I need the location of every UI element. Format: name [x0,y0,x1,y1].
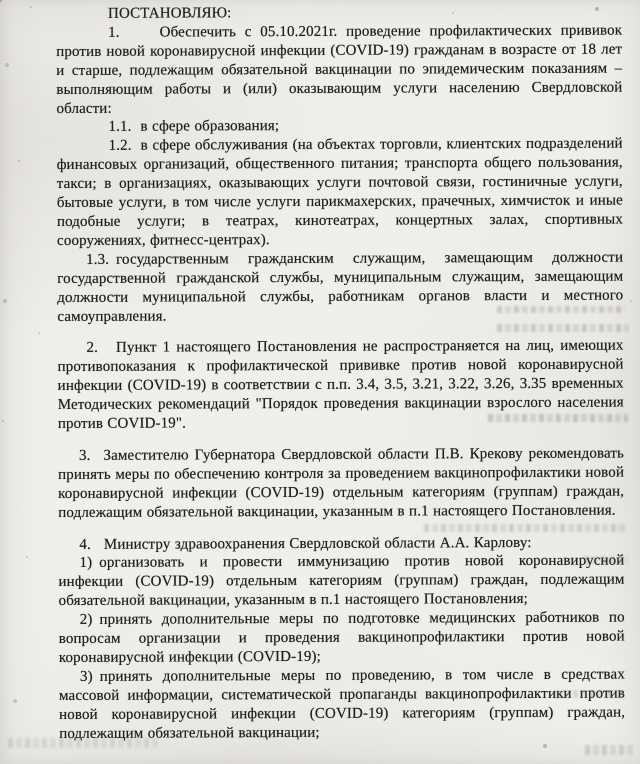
subparagraph-1-3-text: государственным гражданским служащим, замещающим должности государственной гражданской службы, муниципальным служащим, замещающим должности муниципальной службы, работникам органов власти и местного самоуправления. [57,249,624,325]
decree-heading-text: ПОСТАНОВЛЯЮ: [108,5,232,22]
tab-space [90,459,103,460]
subparagraph-1-1-text: в сфере образования; [140,118,280,136]
paragraph-3-text: Заместителю Губернатора Свердловской области П.В. Крекову рекомендовать принять меры по обеспечению контроля за проведением вакцинопрофилактики новой коронавирусной инфекции (COVID-19) отдельным категориям (группам) граждан, подлежащим обязательной вакцинации, указанным в п.1 настоящего Постановления. [58,445,625,521]
tab-space [92,566,99,567]
tab-space [132,149,141,150]
subitem-4-2 [59,609,625,668]
paragraph-3 [58,444,624,522]
subparagraph-1-1 [56,116,622,137]
document-text-block [56,3,625,744]
tab-space [120,35,160,36]
subitem-4-1-text: организовать и провести иммунизацию против новой коронавирусной инфекции (COVID-19) отдельным категориям (группам) граждан, подлежащим обязательной вакцинации, указанным в п.1 настоящего Постановления; [58,552,625,610]
tab-space [92,623,99,624]
item-number-4: 4. [79,536,91,553]
paragraph-4-text: Министру здравоохранения Свердловской области А.А. Карлову: [103,534,532,553]
decree-heading [56,3,622,24]
tab-space [91,547,104,548]
item-number-1: 1. [108,24,120,41]
tab-space [98,351,116,352]
paragraph-4 [58,533,624,554]
item-number-1-2: 1.2. [108,138,132,155]
subitem-4-1 [58,552,624,611]
paragraph-2 [57,337,623,434]
tab-space [93,680,100,681]
subparagraph-1-2 [57,135,623,251]
item-number-1-1: 1.1. [108,119,132,136]
subitem-4-2-text: принять дополнительные меры по подготовке медицинских работников по вопросам организации и проведения вакцинопрофилактики против новой коронавирусной инфекции (COVID-19); [58,609,625,666]
scan-speckles [0,0,2,2]
subitem-4-3 [59,665,625,743]
paragraph-1 [56,21,622,118]
item-number-3: 3. [78,447,91,464]
subitem-4-3-text: принять дополнительные меры по проведению, в том числе в средствах массовой информации, систематической пропаганды вакцинопрофилактики против новой коронавирусной инфекции (COVID-19) категориям (группам) граждан, подлежащим обязательной вакцинации; [58,666,626,742]
paragraph-2-text: Пункт 1 настоящего Постановления не распространяется на лиц, имеющих противопоказания к профилактической прививке против новой коронавирусной инфекции (COVID-19) в соответствии с п.п. 3.4, 3.5, 3.21, 3.22, 3.26, 3.35 временных Методических рекомендаций "Порядок проведения вакцинации взрослого населения против COVID-19". [57,337,624,433]
item-number-4-3: 3) [79,668,93,685]
subparagraph-1-2-text: в сфере обслуживания (на объектах торговли, клиентских подразделений финансовых организаций, общественного питания; транспорта общего пользования, такси; в организациях, оказывающих услуги почтовой связи, гостиничные услуги, бытовые услуги, в том числе услуги парикмахерских, прачечных, химчисток и иные подобные услуги; в театрах, кинотеатрах, концертных залах, спортивных сооружениях, фитнесс-центрах). [56,135,623,249]
tab-space [109,263,116,264]
item-number-4-2: 2) [79,612,93,629]
bleed-through-smudge [585,745,633,755]
subparagraph-1-3 [57,248,623,326]
item-number-2: 2. [86,340,99,357]
item-number-1-3: 1.3. [86,251,110,268]
paragraph-1-text: Обеспечить с 05.10.2021г. проведение профилактических прививок против новой коронавирусной инфекции (COVID-19) гражданам в возрасте от 18 лет и старше, подлежащим обязательной вакцинации по эпидемическим показаниям – выполняющим работы и (или) оказывающим услуги населению Свердловской области: [56,22,623,117]
item-number-4-1: 1) [79,555,93,572]
tab-space [132,130,141,131]
